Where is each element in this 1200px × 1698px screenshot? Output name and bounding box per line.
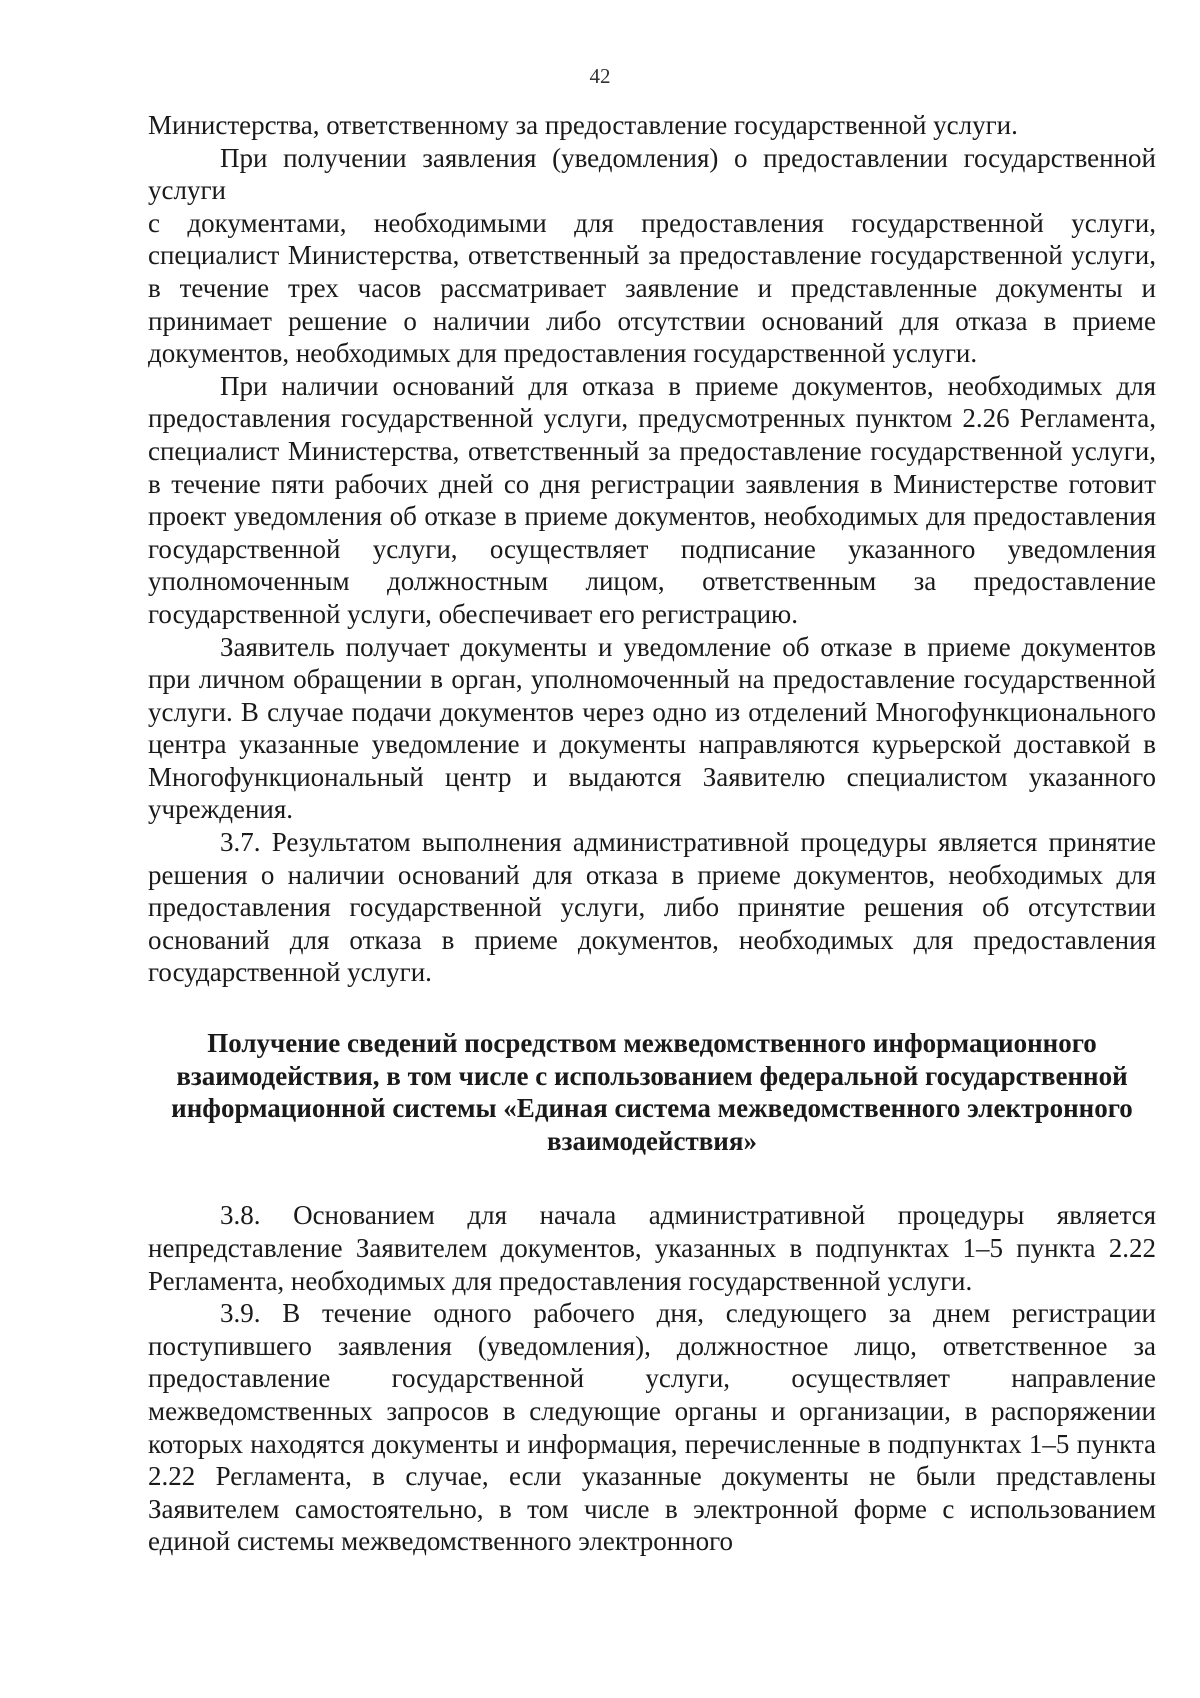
paragraph-continuation: Министерства, ответственному за предоставление государственной услуги.	[148, 110, 1018, 140]
paragraph-receipt-of-application: При получении заявления (уведомления) о предоставлении государственной услуги	[148, 142, 1156, 206]
document-body	[148, 109, 1156, 1558]
paragraph-applicant-receives-documents: Заявитель получает документы и уведомление об отказе в приеме документов при личном обращении в орган, уполномоченный на предоставление государственной услуги. В случае подачи документов через одно из отделений Многофункционального центра указанные уведомление и документы направляются курьерской доставкой в Многофункциональный центр и выдаются Заявителю специалистом указанного учреждения.	[148, 631, 1156, 825]
paragraph-3-8-basis: 3.8. Основанием для начала административной процедуры является непредставление Заявителем документов, указанных в подпунктах 1–5 пункта 2.22 Регламента, необходимых для предоставления государственной услуги.	[148, 1200, 1156, 1296]
section-heading: Получение сведений посредством межведомственного информационного взаимодействия, в том числе с использованием федеральной государственной информационной системы «Единая система межведомственного электронного взаимодействия»	[171, 1028, 1133, 1156]
paragraph-3-7-result: 3.7. Результатом выполнения административной процедуры является принятие решения о наличии оснований для отказа в приеме документов, необходимых для предоставления государственной услуги, либо принятие решения об отсутствии оснований для отказа в приеме документов, необходимых для предоставления государственной услуги.	[148, 827, 1156, 988]
page-number: 42	[589, 64, 611, 88]
paragraph-3-9-requests: 3.9. В течение одного рабочего дня, следующего за днем регистрации поступившего заявления (уведомления), должностное лицо, ответственное за предоставление государственной услуги, осуществляет направление межведомственных запросов в следующие органы и организации, в распоряжении которых находятся документы и информация, перечисленные в подпунктах 1–5 пункта 2.22 Регламента, в случае, если указанные документы не были представлены Заявителем самостоятельно, в том числе в электронной форме с использованием единой системы межведомственного электронного	[148, 1298, 1156, 1557]
paragraph-grounds-for-refusal: При наличии оснований для отказа в приеме документов, необходимых для предоставления государственной услуги, предусмотренных пунктом 2.26 Регламента, специалист Министерства, ответственный за предоставление государственной услуги, в течение пяти рабочих дней со дня регистрации заявления в Министерстве готовит проект уведомления об отказе в приеме документов, необходимых для предоставления государственной услуги, осуществляет подписание указанного уведомления уполномоченным должностным лицом, ответственным за предоставление государственной услуги, обеспечивает его регистрацию.	[148, 370, 1156, 629]
paragraph-review-documents: с документами, необходимыми для предоставления государственной услуги, специалист Министерства, ответственный за предоставление государственной услуги, в течение трех часов рассматривает заявление и представленные документы и принимает решение о наличии либо отсутствии оснований для отказа в приеме документов, необходимых для предоставления государственной услуги.	[148, 207, 1156, 369]
